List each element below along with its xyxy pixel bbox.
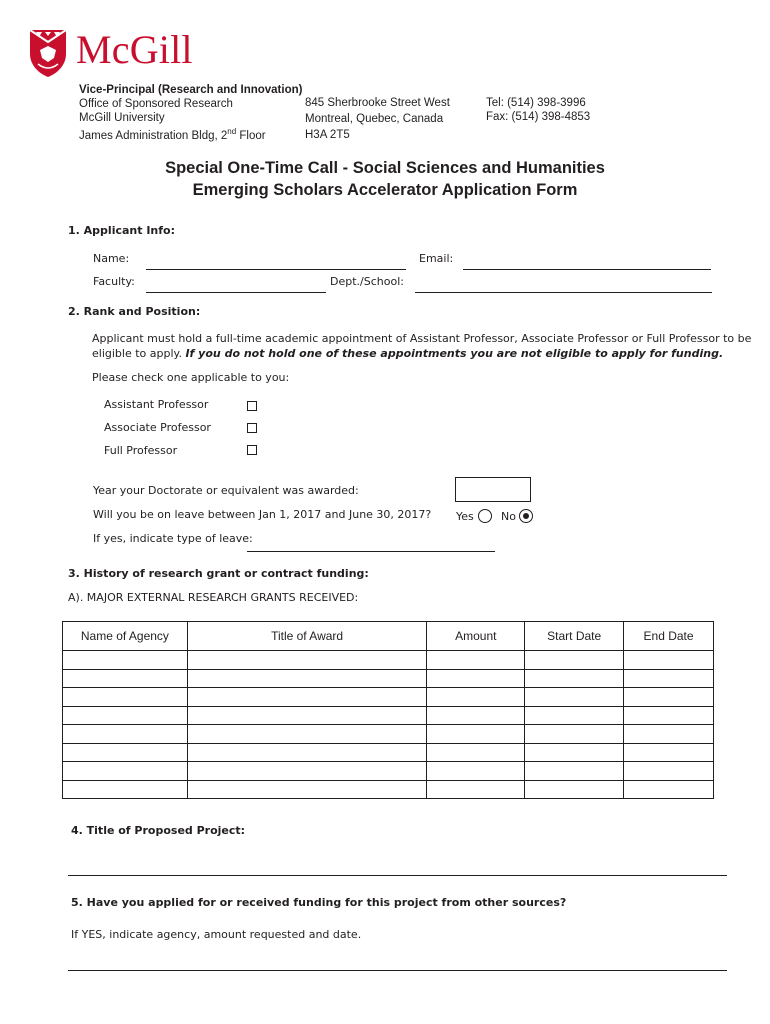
table-cell[interactable] bbox=[624, 743, 714, 762]
option-assistant-label: Assistant Professor bbox=[104, 398, 209, 411]
name-label: Name: bbox=[93, 252, 130, 265]
table-cell[interactable] bbox=[63, 651, 188, 670]
table-cell[interactable] bbox=[187, 762, 427, 781]
table-cell[interactable] bbox=[525, 743, 624, 762]
table-cell[interactable] bbox=[187, 688, 427, 707]
leave-no-label: No bbox=[501, 510, 516, 523]
address-line1: 845 Sherbrooke Street West bbox=[305, 97, 450, 109]
table-cell[interactable] bbox=[427, 669, 525, 688]
option-associate-label: Associate Professor bbox=[104, 421, 211, 434]
table-cell[interactable] bbox=[624, 762, 714, 781]
table-cell[interactable] bbox=[63, 669, 188, 688]
table-row bbox=[63, 762, 714, 781]
table-row bbox=[63, 706, 714, 725]
leave-question: Will you be on leave between Jan 1, 2017 and June 30, 2017? bbox=[93, 508, 432, 521]
table-cell[interactable] bbox=[427, 762, 525, 781]
table-cell[interactable] bbox=[427, 780, 525, 799]
office-line4 bbox=[79, 125, 302, 143]
address-block bbox=[305, 95, 450, 143]
address-line2: Montreal, Quebec, Canada bbox=[305, 113, 444, 125]
doctorate-year-input[interactable] bbox=[455, 477, 531, 502]
table-row bbox=[63, 651, 714, 670]
table-cell[interactable] bbox=[187, 780, 427, 799]
table-cell[interactable] bbox=[624, 780, 714, 799]
section5-heading: 5. Have you applied for or received funding for this project from other sources? bbox=[71, 896, 567, 909]
table-cell[interactable] bbox=[525, 762, 624, 781]
mcgill-crest-icon bbox=[28, 28, 68, 78]
table-cell[interactable] bbox=[624, 651, 714, 670]
option-full-checkbox[interactable] bbox=[247, 445, 257, 455]
dept-label: Dept./School: bbox=[330, 275, 404, 288]
table-row bbox=[63, 780, 714, 799]
table-row bbox=[63, 743, 714, 762]
dept-field[interactable] bbox=[415, 292, 712, 293]
table-cell[interactable] bbox=[427, 725, 525, 744]
project-title-field[interactable] bbox=[68, 875, 727, 876]
col-amount: Amount bbox=[427, 622, 525, 651]
office-block bbox=[79, 83, 302, 143]
address-line3: H3A 2T5 bbox=[305, 129, 350, 141]
table-cell[interactable] bbox=[187, 651, 427, 670]
eligibility-line1: Applicant must hold a full-time academic appointment of Assistant Professor, Associate Professor or Full Professor to be bbox=[92, 332, 752, 345]
office-line4-sup: nd bbox=[227, 127, 237, 136]
section5-followup: If YES, indicate agency, amount requested and date. bbox=[71, 928, 362, 941]
email-field[interactable] bbox=[463, 269, 711, 270]
office-line4-post: Floor bbox=[236, 129, 266, 142]
table-cell[interactable] bbox=[63, 762, 188, 781]
option-associate-checkbox[interactable] bbox=[247, 423, 257, 433]
form-title-line1: Special One-Time Call - Social Sciences and Humanities bbox=[165, 159, 605, 177]
contact-block bbox=[486, 96, 590, 124]
email-label: Email: bbox=[419, 252, 454, 265]
eligibility-line2-pre: eligible to apply. bbox=[92, 347, 186, 360]
table-cell[interactable] bbox=[624, 725, 714, 744]
leave-type-label: If yes, indicate type of leave: bbox=[93, 532, 253, 545]
faculty-field[interactable] bbox=[146, 292, 326, 293]
grants-header-row bbox=[63, 622, 714, 651]
section3-heading: 3. History of research grant or contract funding: bbox=[68, 567, 369, 580]
col-title-of-award: Title of Award bbox=[187, 622, 427, 651]
office-line3: McGill University bbox=[79, 112, 165, 124]
col-end-date: End Date bbox=[624, 622, 714, 651]
office-line4-pre: James Administration Bldg, 2 bbox=[79, 129, 228, 142]
table-cell[interactable] bbox=[63, 706, 188, 725]
check-prompt: Please check one applicable to you: bbox=[92, 371, 290, 384]
table-cell[interactable] bbox=[427, 688, 525, 707]
office-line2: Office of Sponsored Research bbox=[79, 98, 233, 110]
section3-subheading: A). MAJOR EXTERNAL RESEARCH GRANTS RECEIVED: bbox=[68, 591, 359, 604]
office-line1: Vice-Principal (Research and Innovation) bbox=[79, 84, 303, 96]
section1-heading: 1. Applicant Info: bbox=[68, 224, 175, 237]
form-title-line2: Emerging Scholars Accelerator Application Form bbox=[192, 181, 578, 199]
table-cell[interactable] bbox=[525, 669, 624, 688]
mcgill-wordmark: McGill bbox=[76, 27, 193, 72]
leave-yes-radio[interactable] bbox=[478, 509, 492, 523]
section4-heading: 4. Title of Proposed Project: bbox=[71, 824, 246, 837]
table-cell[interactable] bbox=[63, 725, 188, 744]
grants-table bbox=[62, 621, 714, 799]
col-start-date: Start Date bbox=[525, 622, 624, 651]
table-cell[interactable] bbox=[525, 706, 624, 725]
option-full-label: Full Professor bbox=[104, 444, 178, 457]
table-cell[interactable] bbox=[63, 780, 188, 799]
table-row bbox=[63, 725, 714, 744]
table-cell[interactable] bbox=[624, 669, 714, 688]
table-cell[interactable] bbox=[427, 743, 525, 762]
table-cell[interactable] bbox=[525, 651, 624, 670]
doctorate-label: Year your Doctorate or equivalent was awarded: bbox=[93, 484, 359, 497]
eligibility-line2 bbox=[92, 346, 723, 361]
leave-type-field[interactable] bbox=[247, 551, 495, 552]
faculty-label: Faculty: bbox=[93, 275, 135, 288]
col-name-of-agency: Name of Agency bbox=[63, 622, 188, 651]
leave-yes-label: Yes bbox=[456, 510, 474, 523]
table-cell[interactable] bbox=[63, 688, 188, 707]
table-cell[interactable] bbox=[427, 706, 525, 725]
table-cell[interactable] bbox=[63, 743, 188, 762]
name-field[interactable] bbox=[146, 269, 406, 270]
table-cell[interactable] bbox=[187, 669, 427, 688]
contact-fax: Fax: (514) 398-4853 bbox=[486, 111, 591, 123]
table-cell[interactable] bbox=[525, 688, 624, 707]
mcgill-logo bbox=[26, 28, 216, 78]
table-row bbox=[63, 669, 714, 688]
table-cell[interactable] bbox=[624, 688, 714, 707]
table-cell[interactable] bbox=[525, 780, 624, 799]
table-cell[interactable] bbox=[187, 743, 427, 762]
eligibility-warning: If you do not hold one of these appointments you are not eligible to apply for funding. bbox=[185, 347, 724, 360]
table-cell[interactable] bbox=[187, 725, 427, 744]
table-cell[interactable] bbox=[187, 706, 427, 725]
leave-no-radio[interactable] bbox=[519, 509, 533, 523]
section2-heading: 2. Rank and Position: bbox=[68, 305, 201, 318]
table-cell[interactable] bbox=[525, 725, 624, 744]
other-funding-field[interactable] bbox=[68, 970, 727, 971]
contact-tel: Tel: (514) 398-3996 bbox=[486, 97, 586, 109]
table-cell[interactable] bbox=[624, 706, 714, 725]
table-cell[interactable] bbox=[427, 651, 525, 670]
table-row bbox=[63, 688, 714, 707]
option-assistant-checkbox[interactable] bbox=[247, 401, 257, 411]
